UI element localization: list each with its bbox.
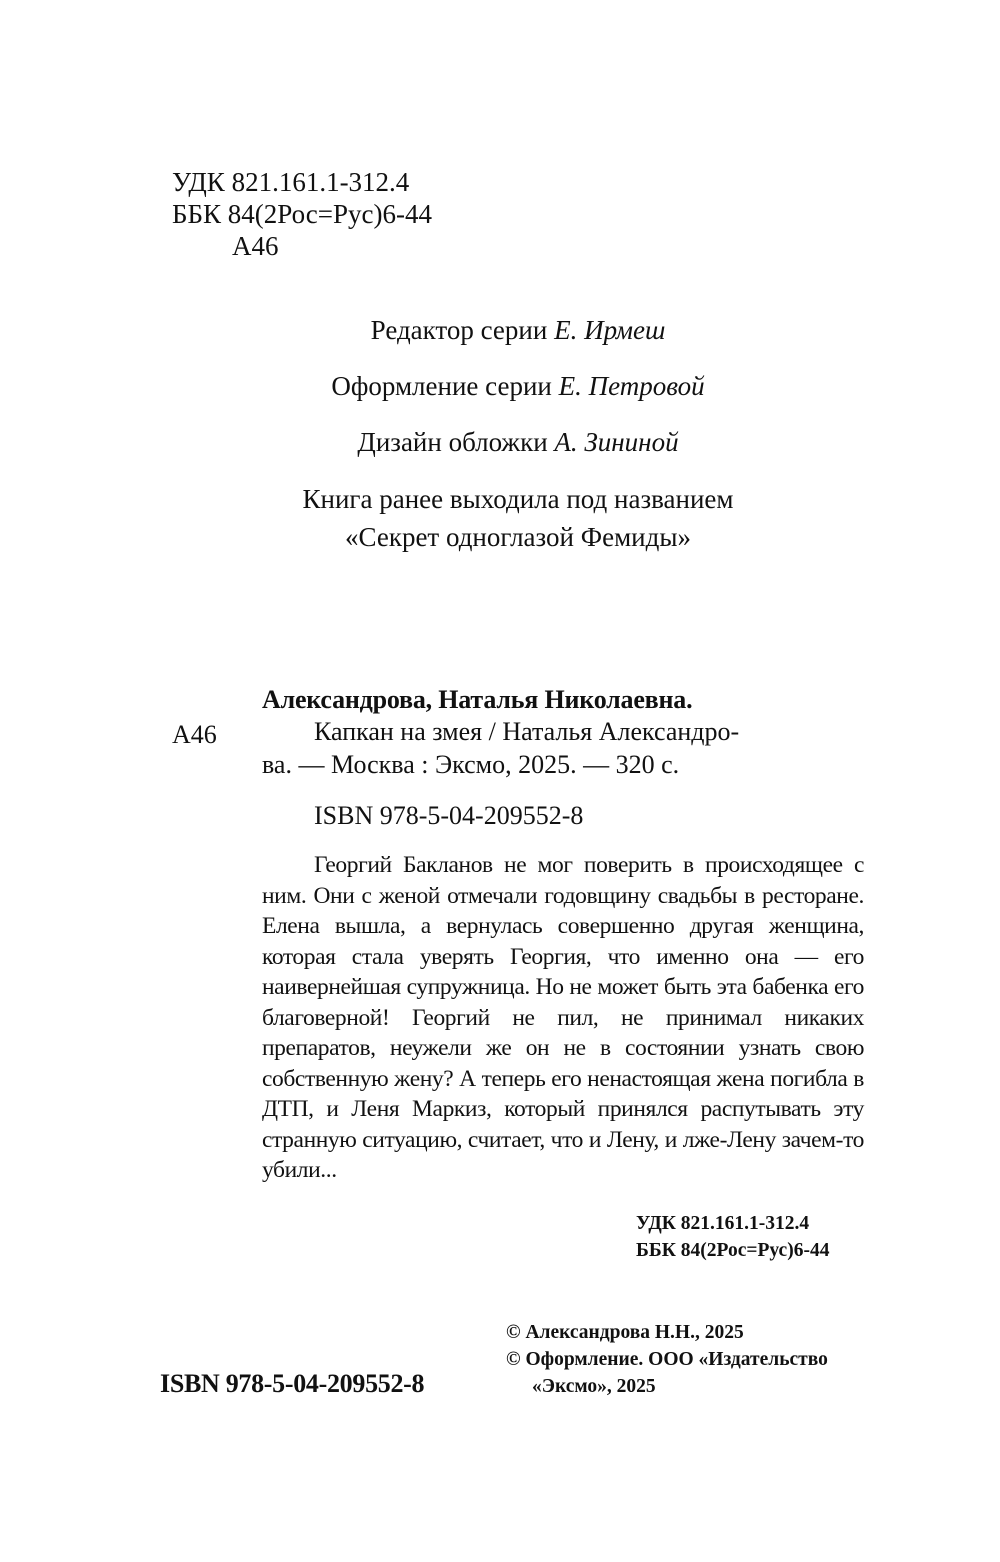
- credit-role: Оформление серии: [331, 371, 552, 401]
- record-isbn: ISBN 978-5-04-209552-8: [314, 801, 584, 830]
- copyright-author: © Александрова Н.Н., 2025: [506, 1322, 744, 1343]
- credit-name: Е. Петровой: [558, 371, 705, 401]
- bbk-top: ББК 84(2Рос=Рус)6-44: [172, 199, 432, 229]
- credit-name: Е. Ирмеш: [554, 315, 666, 345]
- description-line1: Капкан на змея / Наталья Александро-: [314, 717, 740, 746]
- footer-isbn: ISBN 978-5-04-209552-8: [160, 1369, 425, 1398]
- udk-bottom: УДК 821.161.1-312.4: [636, 1213, 810, 1234]
- copyright-design-line1: © Оформление. ООО «Издательство: [506, 1349, 828, 1370]
- bbk-bottom: ББК 84(2Рос=Рус)6-44: [636, 1240, 830, 1261]
- author-sign-record: А46: [172, 720, 217, 749]
- credit-role: Дизайн обложки: [357, 427, 548, 457]
- author-sign-top: А46: [232, 231, 279, 261]
- credit-role: Редактор серии: [370, 315, 548, 345]
- previous-title-line2: «Секрет одноглазой Фемиды»: [345, 522, 691, 552]
- credit-name: А. Зининой: [554, 427, 679, 457]
- annotation: [262, 850, 864, 1186]
- udk-top: УДК 821.161.1-312.4: [172, 167, 410, 197]
- credit-cover-design: [0, 425, 1000, 459]
- copyright-design-line2: «Эксмо», 2025: [532, 1376, 656, 1397]
- previous-title-line1: Книга ранее выходила под названием: [302, 484, 734, 514]
- credit-series-design: [0, 369, 1000, 403]
- annotation-text: Георгий Бакланов не мог поверить в происходящее с ним. Они с женой отмечали годовщину свадьбы в ресторане. Елена вышла, а вернулась совершенно другая женщина, которая стала уверять Георгия, что именно она — его наивернейшая супружница. Но не может быть эта бабенка его благоверной! Георгий не пил, не принимал никаких препаратов, неужели же он не в состоянии узнать свою собственную жену? А теперь его ненастоящая жена погибла в ДТП, и Леня Маркиз, который принялся распутывать эту странную ситуацию, считает, что и Лену, и лже-Лену зачем-то убили...: [262, 852, 864, 1183]
- description-line2: ва. — Москва : Эксмо, 2025. — 320 с.: [262, 750, 680, 779]
- author-heading: Александрова, Наталья Николаевна.: [262, 685, 693, 714]
- credit-series-editor: [0, 313, 1000, 347]
